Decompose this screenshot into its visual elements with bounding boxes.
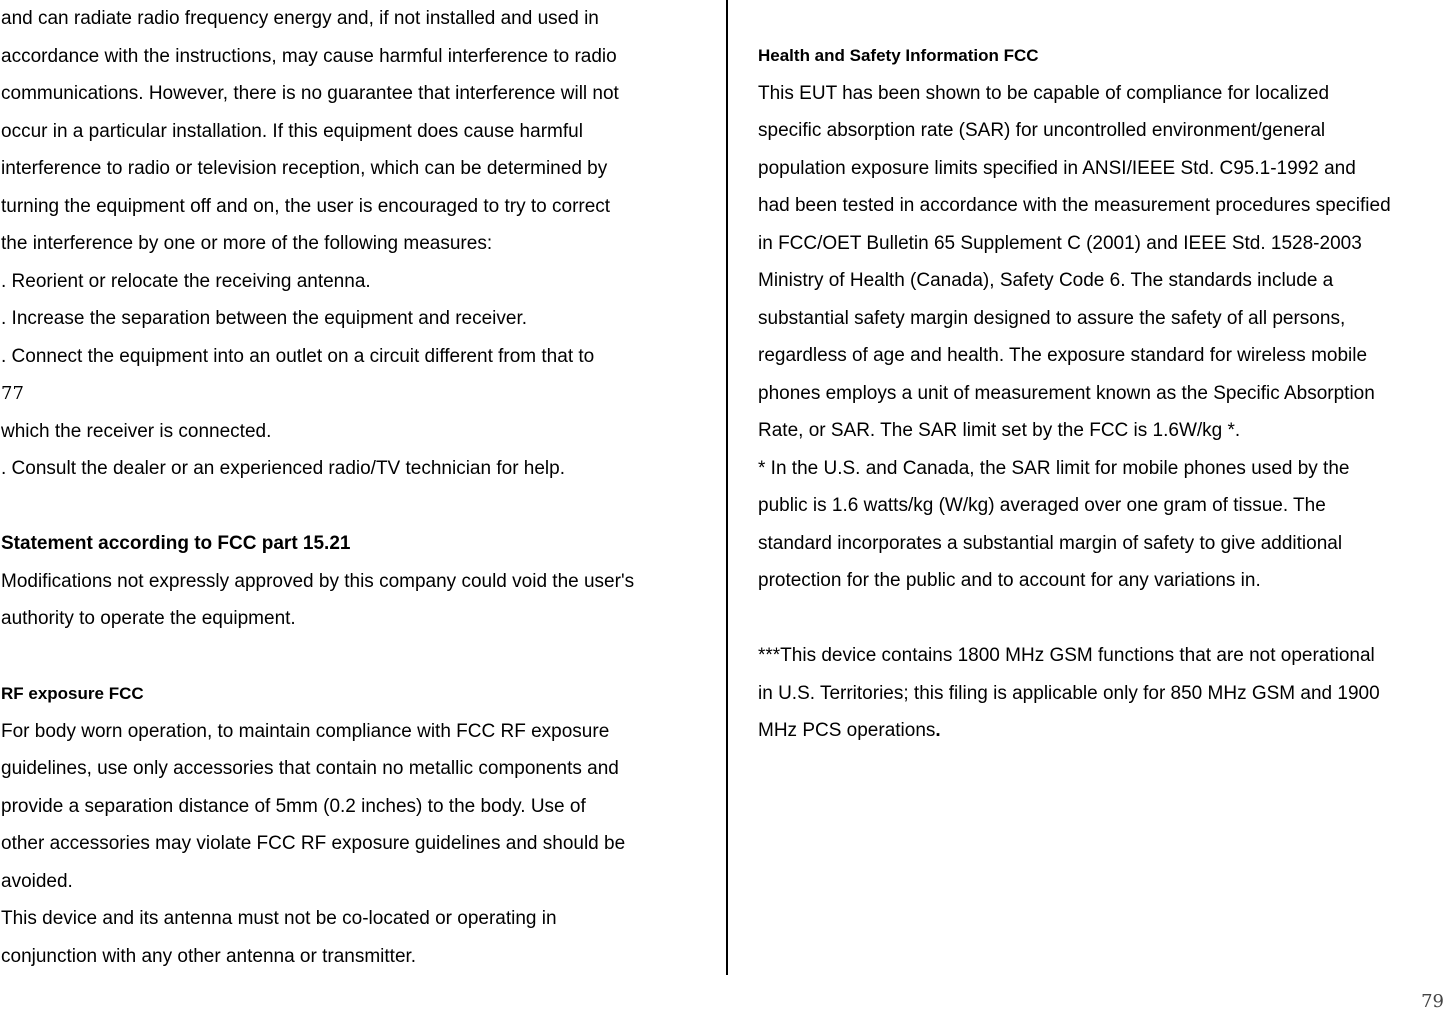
gsm-text-line: ***This device contains 1800 MHz GSM functions that are not operational	[758, 645, 1375, 666]
sar-text-line: protection for the public and to account for any variations in.	[758, 570, 1261, 591]
sar-text-line: This EUT has been shown to be capable of compliance for localized	[758, 82, 1330, 104]
rf-exposure-heading: RF exposure FCC	[1, 684, 144, 703]
measure-item: . Reorient or relocate the receiving antenna.	[1, 270, 371, 292]
gsm-last-period: .	[935, 720, 941, 741]
column-divider	[726, 0, 728, 975]
body-text-line: and can radiate radio frequency energy and, if not installed and used in	[1, 8, 599, 29]
measure-item: . Consult the dealer or an experienced radio/TV technician for help.	[1, 458, 565, 479]
sar-text-line: standard incorporates a substantial margin of safety to give additional	[758, 532, 1343, 554]
sar-text-line: specific absorption rate (SAR) for uncontrolled environment/general	[758, 120, 1326, 141]
sar-text-line: phones employs a unit of measurement known as the Specific Absorption	[758, 382, 1375, 404]
body-text-line: which the receiver is connected.	[1, 420, 272, 442]
rf-text-line: other accessories may violate FCC RF exposure guidelines and should be	[1, 833, 626, 854]
rf-text-line: avoided.	[1, 870, 73, 892]
spacer	[1, 488, 716, 526]
body-text-line: turning the equipment off and on, the user is encouraged to try to correct	[1, 195, 611, 217]
gsm-text-line-last	[758, 712, 1452, 750]
measure-item: . Connect the equipment into an outlet on a circuit different from that to	[1, 345, 595, 367]
rf-text-line: conjunction with any other antenna or transmitter.	[1, 945, 417, 967]
sar-text-line: * In the U.S. and Canada, the SAR limit for mobile phones used by the	[758, 457, 1350, 479]
body-text-line: communications. However, there is no guarantee that interference will not	[1, 83, 619, 104]
sar-text-line: Rate, or SAR. The SAR limit set by the FCC is 1.6W/kg *.	[758, 420, 1241, 441]
sar-text-line: population exposure limits specified in ANSI/IEEE Std. C95.1-1992 and	[758, 157, 1356, 179]
gsm-text-line: in U.S. Territories; this filing is applicable only for 850 MHz GSM and 1900	[758, 682, 1380, 704]
statement-text-line: authority to operate the equipment.	[1, 608, 296, 629]
gsm-last-text: MHz PCS operations	[758, 720, 936, 741]
sar-text-line: had been tested in accordance with the measurement procedures specified	[758, 195, 1391, 216]
health-safety-heading: Health and Safety Information FCC	[758, 46, 1039, 65]
left-column	[1, 0, 716, 975]
spacer	[1, 638, 716, 676]
sar-text-line: substantial safety margin designed to assure the safety of all persons,	[758, 307, 1346, 329]
body-text-line: accordance with the instructions, may cause harmful interference to radio	[1, 45, 617, 67]
statement-text-line: Modifications not expressly approved by this company could void the user's	[1, 570, 635, 592]
body-text-line: the interference by one or more of the following measures:	[1, 233, 493, 254]
rf-text-line: For body worn operation, to maintain compliance with FCC RF exposure	[1, 720, 610, 742]
rf-text-line: This device and its antenna must not be co-located or operating in	[1, 908, 557, 929]
sar-text-line: regardless of age and health. The exposure standard for wireless mobile	[758, 345, 1368, 366]
body-text-line: occur in a particular installation. If this equipment does cause harmful	[1, 120, 583, 142]
right-column	[758, 37, 1452, 750]
rf-text-line: provide a separation distance of 5mm (0.2 inches) to the body. Use of	[1, 795, 586, 817]
measure-item: . Increase the separation between the equipment and receiver.	[1, 308, 528, 329]
sar-text-line: in FCC/OET Bulletin 65 Supplement C (2001) and IEEE Std. 1528-2003	[758, 232, 1362, 254]
rf-text-line: guidelines, use only accessories that contain no metallic components and	[1, 758, 619, 779]
statement-heading: Statement according to FCC part 15.21	[1, 533, 351, 554]
page-number: 79	[1421, 991, 1444, 1012]
sar-text-line: public is 1.6 watts/kg (W/kg) averaged over one gram of tissue. The	[758, 495, 1326, 516]
body-text-line: interference to radio or television reception, which can be determined by	[1, 158, 608, 179]
spacer	[758, 600, 1452, 638]
stray-page-number: 77	[1, 383, 24, 404]
sar-text-line: Ministry of Health (Canada), Safety Code 6. The standards include a	[758, 270, 1334, 291]
